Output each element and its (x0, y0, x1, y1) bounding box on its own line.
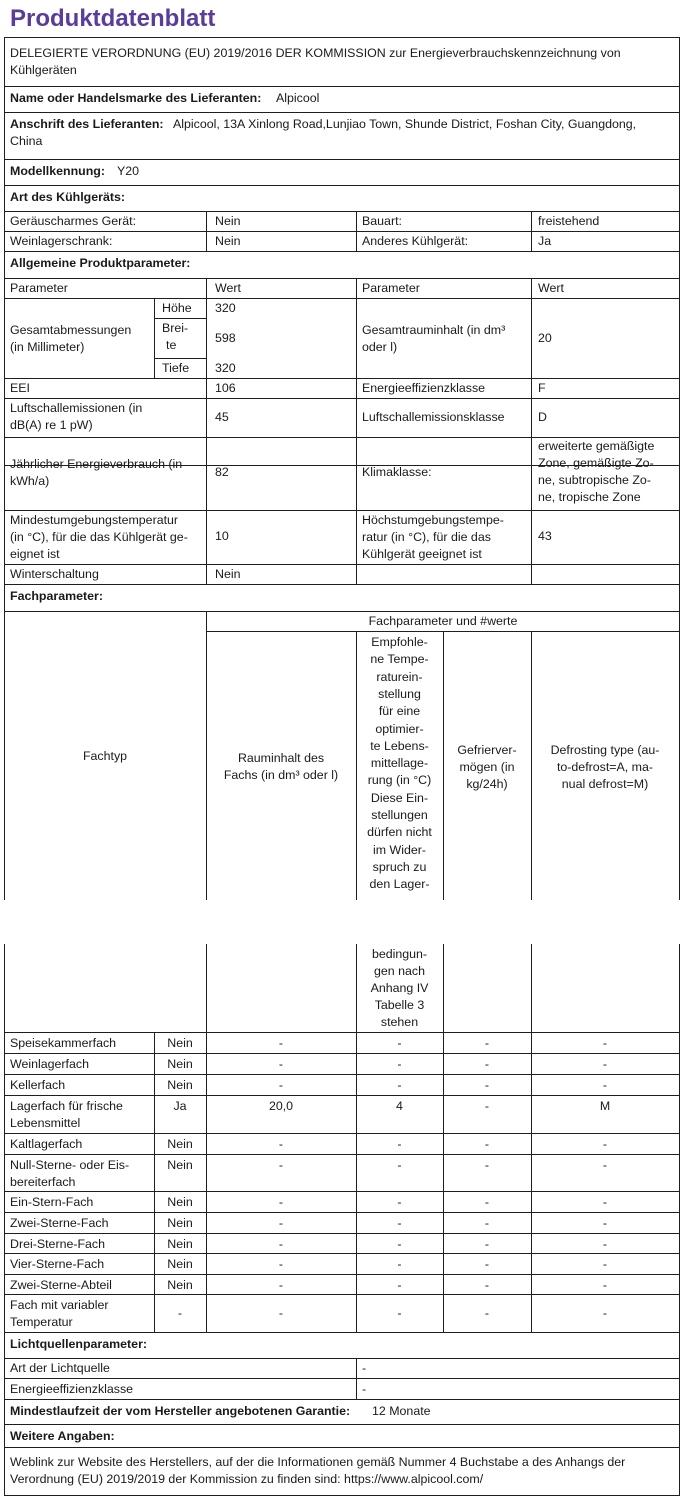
grid-line (4, 1074, 680, 1075)
compartment-defrost: - (602, 1278, 608, 1292)
compartment-freeze: - (484, 1257, 490, 1271)
grid-line (4, 1154, 680, 1155)
compartment-present: Nein (167, 1078, 193, 1092)
supplier-address-value: China (10, 134, 43, 148)
grid-line (154, 298, 155, 378)
grid-line (4, 185, 680, 186)
grid-line (4, 37, 680, 38)
compartment-name: Ein-Stern-Fach (10, 1195, 94, 1209)
compartment-volume: 20,0 (268, 1099, 294, 1113)
compartment-name: Zwei-Sterne-Fach (10, 1216, 109, 1230)
cell-text: stellung (378, 686, 421, 701)
cell-text: dB(A) re 1 pW) (10, 418, 93, 432)
cell-text: Klimaklasse: (362, 465, 432, 479)
grid-line (4, 944, 5, 1495)
cell-text: Mindestumgebungstemperatur (10, 513, 179, 527)
cell-text: Bauart: (362, 214, 402, 228)
grid-line (4, 1274, 680, 1275)
grid-line (4, 159, 680, 160)
grid-line (4, 1191, 680, 1192)
cell-text: Nein (215, 234, 241, 248)
cell-text: Nein (215, 567, 241, 581)
grid-line (4, 1424, 680, 1425)
compartment-name: Kellerfach (10, 1078, 66, 1092)
cell-text: 82 (215, 465, 229, 479)
cell-text: 10 (215, 529, 229, 543)
grid-line (4, 1378, 680, 1379)
model-value: Y20 (117, 164, 140, 178)
compartment-temp: - (397, 1036, 402, 1050)
grid-line (356, 211, 357, 251)
cell-text: ne Tempe- (370, 652, 429, 667)
cell-text: Tiefe (162, 361, 190, 375)
cell-text: Tabelle 3 (374, 998, 425, 1012)
cell-text: Zone, gemäßigte Zo- (538, 456, 654, 470)
compartment-temp: - (397, 1306, 402, 1320)
grid-line (4, 1332, 680, 1333)
compartment-freeze: - (484, 1137, 490, 1151)
supplier-address-label: Anschrift des Lieferanten: (10, 117, 164, 131)
compartment-temp: - (397, 1237, 402, 1251)
cell-text: Anderes Kühlgerät: (362, 234, 469, 248)
compartment-present: Nein (167, 1158, 193, 1172)
grid-line (4, 398, 680, 399)
compartment-defrost: - (602, 1257, 608, 1271)
compartment-name: Weinlagerfach (10, 1057, 89, 1071)
compartment-defrost: - (602, 1195, 608, 1209)
cell-text: to-defrost=A, ma- (556, 760, 654, 774)
compartment-name: Kaltlagerfach (10, 1137, 83, 1151)
compartment-name: Speisekammerfach (10, 1036, 117, 1050)
compartment-volume: - (278, 1278, 284, 1292)
cell-text: Brei- (162, 321, 189, 335)
compartment-name: Vier-Sterne-Fach (10, 1257, 105, 1271)
compartment-defrost: - (602, 1057, 608, 1071)
cell-text: Jährlicher Energieverbrauch (in (10, 457, 183, 471)
compartment-temp: - (397, 1195, 402, 1209)
cell-text: Fachtyp (82, 749, 128, 763)
compartment-temp: - (397, 1216, 402, 1230)
cell-text: Winterschaltung (10, 567, 99, 581)
cell-text: (in °C), für die das Kühlgerät ge- (10, 530, 188, 544)
compartment-freeze: - (484, 1306, 490, 1320)
cell-text: optimier- (375, 721, 424, 736)
cell-text: stehen (380, 1015, 419, 1029)
compartment-defrost: - (602, 1158, 608, 1172)
grid-line (4, 611, 680, 612)
compartment-name: Drei-Sterne-Fach (10, 1237, 106, 1251)
further-text: Weblink zur Website des Herstellers, auf der die Informationen gemäß Nummer 4 Buchstabe a des Anhangs der (10, 1455, 626, 1469)
cell-text: te Lebens- (370, 738, 429, 753)
warranty-value: 12 Monate (372, 1404, 431, 1418)
cell-text: freistehend (538, 214, 600, 228)
compartment-freeze: - (484, 1195, 490, 1209)
compartment-freeze: - (484, 1036, 490, 1050)
cell-text: spruch zu (372, 859, 427, 874)
cell-text: 320 (215, 301, 236, 315)
grid-line (679, 944, 680, 1495)
compartment-defrost: - (602, 1036, 608, 1050)
grid-line (4, 584, 680, 585)
cell-text: Wert (215, 281, 241, 295)
compartment-temp: - (397, 1278, 402, 1292)
further-heading: Weitere Angaben: (10, 1429, 115, 1443)
cell-text: Höchstumgebungstempe- (362, 513, 504, 527)
compartment-temp: - (397, 1057, 402, 1071)
compartment-present: Nein (167, 1216, 193, 1230)
cell-text: eignet ist (10, 547, 60, 561)
compartment-name: Fach mit variabler (10, 1298, 109, 1312)
cell-text: Wert (538, 281, 564, 295)
compartment-present: Ja (173, 1099, 187, 1113)
grid-line (4, 510, 680, 511)
cell-text: mittellage- (370, 756, 429, 771)
cell-text: raturein- (376, 669, 423, 684)
compartment-present: Nein (167, 1237, 193, 1251)
cell-text: Rauminhalt des (237, 751, 325, 765)
compartment-defrost: - (602, 1306, 608, 1320)
cell-text: Diese Ein- (370, 790, 429, 805)
cell-text: 320 (215, 361, 236, 375)
cell-text: Ja (538, 234, 552, 248)
compartment-volume: - (278, 1306, 284, 1320)
compartment-present: Nein (167, 1137, 193, 1151)
cell-text: Parameter (10, 281, 68, 295)
grid-line (4, 1053, 680, 1054)
grid-line (4, 112, 680, 113)
cell-text: EEI (10, 381, 30, 395)
grid-line (4, 1358, 680, 1359)
grid-line (356, 1358, 357, 1399)
cell-text: Höhe (162, 301, 192, 315)
cell-text: 45 (215, 410, 229, 424)
compartment-volume: - (278, 1078, 284, 1092)
compartment-defrost: M (599, 1099, 611, 1113)
cell-text: den Lager- (369, 877, 430, 892)
compartment-present: Nein (167, 1278, 193, 1292)
cell-text: Energieeffizienzklasse (362, 381, 486, 395)
compartment-present: - (177, 1306, 183, 1320)
grid-line (4, 1212, 680, 1213)
grid-line (4, 1495, 680, 1496)
grid-line (4, 37, 5, 900)
warranty-label: Mindestlaufzeit der vom Hersteller angebotenen Garantie: (10, 1404, 351, 1418)
grid-line (4, 1133, 680, 1134)
cell-text: D (538, 410, 547, 424)
cell-text: erweiterte gemäßigte (538, 439, 655, 453)
compartment-volume: - (278, 1195, 284, 1209)
general-heading: Allgemeine Produktparameter: (10, 256, 191, 270)
cell-text: Kühlgerät geeignet ist (362, 547, 482, 561)
compartment-name: Lebensmittel (10, 1116, 81, 1130)
cell-text: Fachs (in dm³ oder l) (223, 768, 339, 782)
cell-text: F (538, 381, 546, 395)
further-text: Verordnung (EU) 2019/2019 der Kommission zu finden sind: https://www.alpicool.com/ (10, 1472, 484, 1486)
cell-text: 598 (215, 331, 236, 345)
grid-line (4, 378, 680, 379)
page-title: Produktdatenblatt (10, 5, 216, 32)
grid-line (154, 358, 207, 359)
cell-text: nual defrost=M) (561, 777, 649, 791)
compartment-temp: - (397, 1257, 402, 1271)
compartment-present: Nein (167, 1257, 193, 1271)
grid-line (4, 231, 680, 232)
regulation-text: Kühlgeräten (10, 63, 77, 77)
compartment-name: Temperatur (10, 1315, 73, 1329)
cell-text: Art der Lichtquelle (10, 1361, 110, 1375)
compartment-defrost: - (602, 1216, 608, 1230)
compartment-volume: - (278, 1057, 284, 1071)
compartment-volume: - (278, 1036, 284, 1050)
grid-line (4, 1253, 680, 1254)
grid-line (4, 1447, 680, 1448)
grid-line (4, 564, 680, 565)
compartment-defrost: - (602, 1237, 608, 1251)
compartment-temp: - (397, 1158, 402, 1172)
cell-text: te (166, 338, 177, 352)
compartment-present: Nein (167, 1036, 193, 1050)
grid-line (679, 37, 680, 900)
compartments-heading: Fachparameter: (10, 589, 103, 603)
grid-line (4, 1294, 680, 1295)
cell-text: stellungen (371, 808, 428, 822)
cell-text: Gesamtabmessungen (10, 323, 132, 337)
compartment-defrost: - (602, 1078, 608, 1092)
cell-text: Parameter (362, 281, 420, 295)
cell-text: Weinlagerschrank: (10, 234, 113, 248)
compartment-volume: - (278, 1237, 284, 1251)
cell-text: Defrosting type (au- (550, 743, 660, 757)
cell-text: 20 (538, 331, 552, 345)
compartment-freeze: - (484, 1237, 490, 1251)
cell-text: ne, tropische Zone (538, 490, 641, 504)
cell-text: Gesamtrauminhalt (in dm³ (362, 323, 506, 337)
grid-line (4, 298, 680, 299)
model-label: Modellkennung: (10, 164, 105, 178)
compartment-name: Null-Sterne- oder Eis- (10, 1158, 130, 1172)
cell-text: kg/24h) (466, 777, 508, 791)
cell-text: ratur (in °C), für die das (362, 530, 491, 544)
cell-text: im Wider- (373, 842, 426, 857)
cell-text: Luftschallemissionen (in (10, 401, 143, 415)
cell-text: rung (in °C) (367, 773, 432, 788)
compartment-present: Nein (167, 1057, 193, 1071)
grid-line (4, 1399, 680, 1400)
compartment-name: Zwei-Sterne-Abteil (10, 1278, 112, 1292)
compartment-name: bereiterfach (10, 1175, 76, 1189)
grid-line (206, 211, 207, 251)
compartment-freeze: - (484, 1158, 490, 1172)
compartment-defrost: - (602, 1137, 608, 1151)
cell-text: ne, subtropische Zo- (538, 473, 651, 487)
cell-text: Fachparameter und #werte (368, 614, 518, 628)
cell-text: dürfen nicht (367, 825, 432, 840)
cell-text: bedingun- (371, 947, 428, 961)
grid-line (206, 278, 207, 584)
light-heading: Lichtquellenparameter: (10, 1337, 148, 1351)
compartment-freeze: - (484, 1216, 490, 1230)
cell-text: für eine (378, 704, 421, 719)
cell-text: Energieeffizienzklasse (10, 1382, 134, 1396)
cell-text: mögen (in (459, 760, 515, 774)
compartment-temp: - (397, 1078, 402, 1092)
grid-line (4, 1233, 680, 1234)
cell-text: 43 (538, 529, 552, 543)
grid-line (531, 278, 532, 584)
grid-line (4, 211, 680, 212)
compartment-freeze: - (484, 1278, 490, 1292)
grid-line (4, 278, 680, 279)
cell-text: Nein (215, 214, 241, 228)
grid-line (4, 251, 680, 252)
cell-text: gen nach (374, 964, 425, 978)
cell-text: - (362, 1361, 367, 1375)
supplier-name-label: Name oder Handelsmarke des Lieferanten: (10, 91, 262, 105)
grid-line (356, 278, 357, 584)
compartment-freeze: - (484, 1078, 490, 1092)
compartment-volume: - (278, 1257, 284, 1271)
supplier-address-value: Alpicool, 13A Xinlong Road,Lunjiao Town, Shunde District, Foshan City, Guangdong, (173, 117, 637, 131)
compartment-present: Nein (167, 1195, 193, 1209)
compartment-temp: 4 (396, 1099, 403, 1113)
compartment-temp: - (397, 1137, 402, 1151)
cell-text: kWh/a) (10, 474, 50, 488)
compartment-volume: - (278, 1158, 284, 1172)
grid-line (4, 1032, 680, 1033)
grid-line (4, 1095, 680, 1096)
grid-line (531, 211, 532, 251)
compartment-volume: - (278, 1216, 284, 1230)
cell-text: (in Millimeter) (10, 340, 85, 354)
cell-text: 106 (215, 381, 236, 395)
supplier-name-value: Alpicool (276, 91, 320, 105)
cell-text: Geräuscharmes Gerät: (10, 214, 137, 228)
cell-text: Anhang IV (370, 981, 429, 995)
appliance-type-heading: Art des Kühlgeräts: (10, 190, 125, 204)
cell-text: oder l) (362, 340, 398, 354)
compartment-freeze: - (484, 1099, 490, 1113)
compartment-volume: - (278, 1137, 284, 1151)
cell-text: Empfohle- (371, 635, 428, 649)
grid-line (154, 318, 207, 319)
compartment-name: Lagerfach für frische (10, 1099, 123, 1113)
grid-line (4, 86, 680, 87)
regulation-text: DELEGIERTE VERORDNUNG (EU) 2019/2016 DER KOMMISSION zur Energieverbrauchskennzeichnung von (10, 46, 621, 60)
cell-text: - (362, 1382, 367, 1396)
cell-text: Gefrierver- (457, 743, 517, 757)
compartment-freeze: - (484, 1057, 490, 1071)
cell-text: Luftschallemissionsklasse (362, 410, 505, 424)
